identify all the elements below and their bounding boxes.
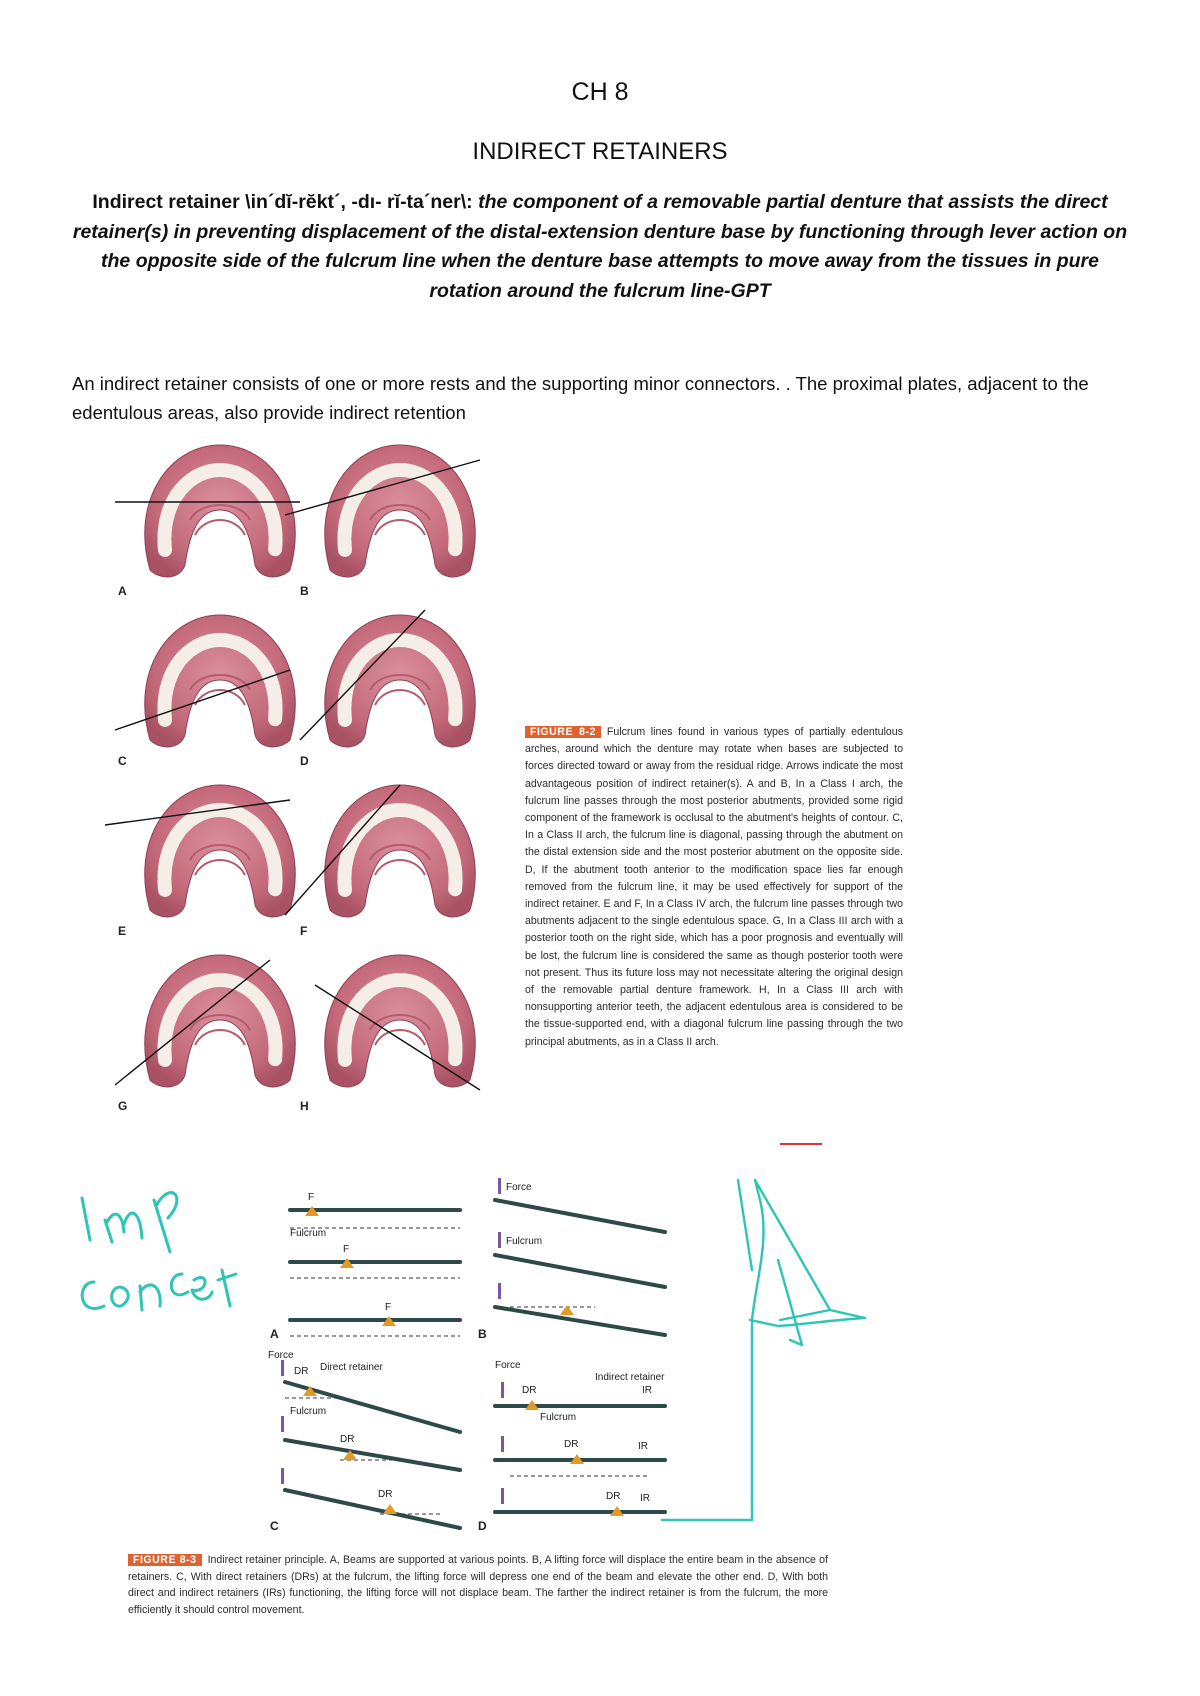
dr-label-c3: DR xyxy=(378,1489,393,1500)
arch-e xyxy=(145,785,296,917)
figure-8-3-caption-text: Indirect retainer principle. A, Beams are supported at various points. B, A lifting force will displace the entire beam in the absence of retainers. C, With direct retainers (DRs) at the fulcrum, the lifting force will depress one end of the beam and elevate the other end. D, With both direct and indirect retainers (IRs) functioning, the lifting force will not displace beam. The farther the indirect retainer is from the fulcrum, the more efficiently it should control movement. xyxy=(128,1554,828,1616)
panel-label-b: B xyxy=(300,584,309,598)
dr-label-d1: DR xyxy=(522,1385,537,1396)
figure-8-2-tag: FIGURE 8-2 xyxy=(525,726,601,738)
figure-8-2-caption xyxy=(525,724,903,1051)
panel-label-e: E xyxy=(118,924,127,938)
f-label-2: F xyxy=(343,1244,350,1255)
panel-label-c: C xyxy=(118,754,127,768)
figure-8-3-tag: FIGURE 8-3 xyxy=(128,1554,202,1566)
figure-8-3-caption xyxy=(128,1552,828,1618)
indirect-retainer-label: Indirect retainer xyxy=(595,1372,665,1383)
ir-label-d1: IR xyxy=(642,1385,652,1396)
red-mark xyxy=(780,1143,822,1145)
definition-text: the component of a removable partial denture that assists the direct retainer(s) in preventing displacement of the distal-extension denture base by functioning through lever action on the opposite side of the fulcrum line when the denture base attempts to move away from the tissues in pure rotation around the fulcrum line-GPT xyxy=(72,191,1128,302)
f-label-3: F xyxy=(385,1302,392,1313)
force-label-b: Force xyxy=(506,1182,532,1193)
arch-f xyxy=(325,785,476,917)
dr-label-c2: DR xyxy=(340,1434,355,1445)
direct-retainer-label: Direct retainer xyxy=(320,1362,383,1373)
panel-label-8-3-d: D xyxy=(478,1519,487,1533)
figure-8-3-beams xyxy=(260,1170,680,1540)
arch-a xyxy=(145,445,296,577)
page-title: INDIRECT RETAINERS xyxy=(472,138,728,165)
figure-8-2-caption-text: Fulcrum lines found in various types of partially edentulous arches, around which the denture may rotate when bases are subjected to forces directed toward or away from the residual ridge. Arrows indicate the most advantageous position of indirect retainer(s). A and B, In a Class I arch, the fulcrum line passes through the most posterior abutments, provided some rigid component of the framework is occlusal to the abutment's heights of contour. C, In a Class II arch, the fulcrum line is diagonal, passing through the abutment on the distal extension side and the most posterior abutment on the opposite side. D, If the abutment tooth anterior to the modification space lies far enough removed from the fulcrum line, it may be used effectively for support of the indirect retainer. E and F, In a Class IV arch, the fulcrum line passes through two abutments adjacent to the single edentulous space. G, In a Class III arch with a posterior tooth on the right side, which has a poor prognosis and eventually will be lost, the fulcrum line is considered the same as though posterior tooth were not present. Thus its future loss may not necessitate altering the original design of the removable partial denture framework. H, In a Class III arch with nonsupporting anterior teeth, the adjacent edentulous area is considered to be the tissue-supported end, with a diagonal fulcrum line passing through the two principal abutments, as in a Class II arch. xyxy=(525,726,903,1048)
force-label-c: Force xyxy=(268,1350,294,1361)
fulcrum-label-b: Fulcrum xyxy=(506,1236,543,1247)
handwritten-bracket xyxy=(660,1170,880,1530)
ir-label-d3: IR xyxy=(640,1493,650,1504)
fulcrum-label-c: Fulcrum xyxy=(290,1406,327,1417)
panel-label-d: D xyxy=(300,754,309,768)
panel-label-f: F xyxy=(300,924,308,938)
arch-c xyxy=(145,615,296,747)
force-label-d: Force xyxy=(495,1360,521,1371)
intro-paragraph: An indirect retainer consists of one or more rests and the supporting minor connectors. . The proximal plates, adjacent to the edentulous areas, also provide indirect retention xyxy=(72,373,1089,423)
fulcrum-label-a: Fulcrum xyxy=(290,1228,327,1239)
dr-label-d2: DR xyxy=(564,1439,579,1450)
arch-g xyxy=(145,955,296,1087)
arch-b xyxy=(325,445,476,577)
handwritten-annotation xyxy=(70,1160,250,1330)
arch-d xyxy=(325,615,476,747)
fulcrum-label-d: Fulcrum xyxy=(540,1412,577,1423)
definition-term: Indirect retainer \in´dĭ-rĕkt´, -dı- rĭ-ta´ner\: xyxy=(92,191,479,213)
panel-label-g: G xyxy=(118,1099,128,1113)
dr-label-c1: DR xyxy=(294,1366,309,1377)
ir-label-d2: IR xyxy=(638,1441,648,1452)
panel-label-8-3-a: A xyxy=(270,1327,279,1341)
dr-label-d3: DR xyxy=(606,1491,621,1502)
panel-label-8-3-b: B xyxy=(478,1327,487,1341)
figure-8-2-arches xyxy=(100,440,500,1120)
chapter-number: CH 8 xyxy=(571,78,629,106)
arch-h xyxy=(325,955,476,1087)
panel-label-h: H xyxy=(300,1099,309,1113)
panel-label-8-3-c: C xyxy=(270,1519,279,1533)
panel-label-a: A xyxy=(118,584,127,598)
f-label-1: F xyxy=(308,1192,315,1203)
definition-paragraph xyxy=(70,188,1130,306)
